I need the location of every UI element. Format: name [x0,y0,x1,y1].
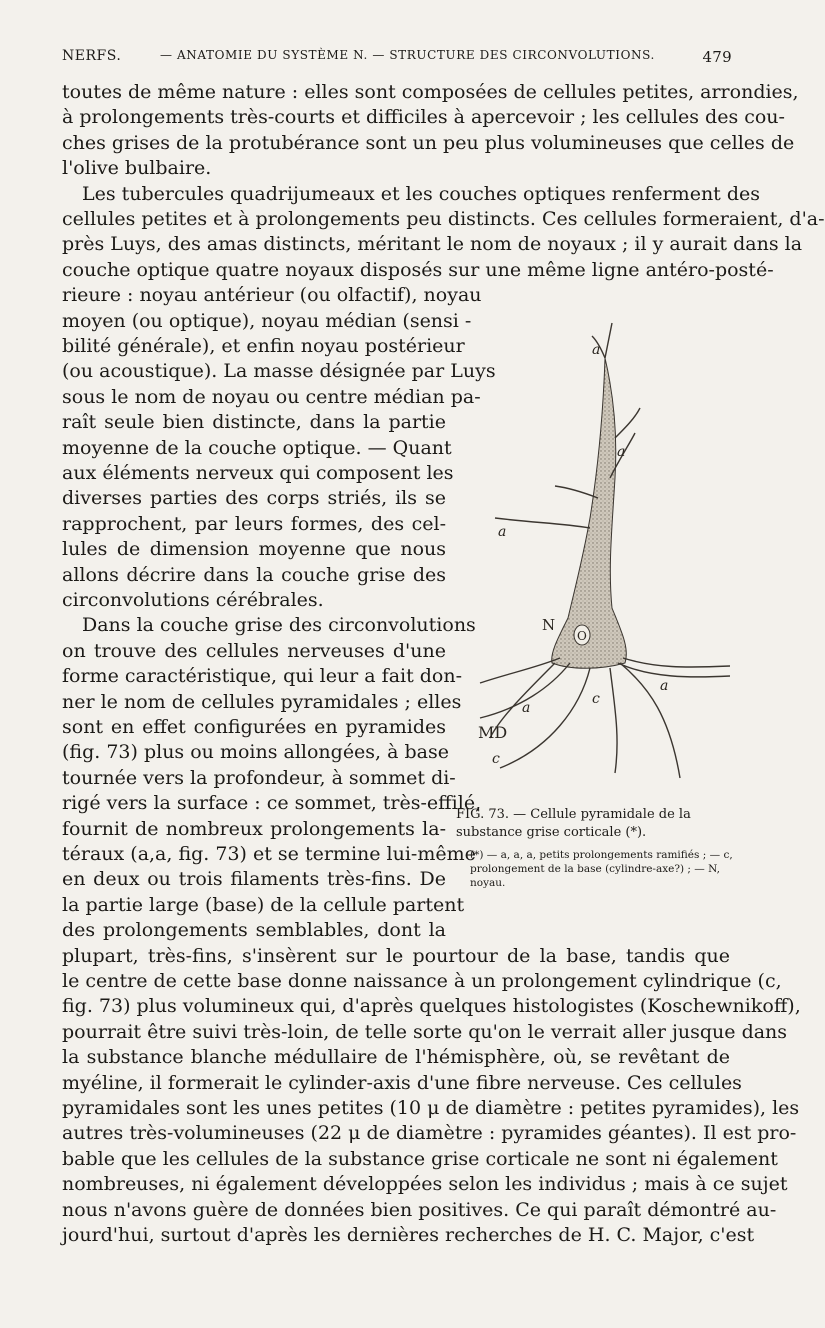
text-line: lules de dimension moyenne que nous [62,538,446,561]
text-line: bilité générale), et enfin noyau postérieur [62,335,465,357]
label-n: N [542,616,556,634]
text-line: des prolongements semblables, dont la [62,919,446,942]
text-line: à prolongements très-courts et difficiles à apercevoir ; les cellules des cou- [62,106,785,129]
text-line: allons décrire dans la couche grise des [62,563,446,586]
text-line: sont en effet configurées en pyramides [62,716,446,738]
text-line: rieure : noyau antérieur (ou olfactif), noyau [62,284,482,307]
text-line: circonvolutions cérébrales. [62,589,324,611]
text-line: toutes de même nature : elles sont composées de cellules petites, arrondies, [62,81,799,103]
text-line: forme caractéristique, qui leur a fait don- [62,665,463,688]
page-number: 479 [702,48,732,66]
text-line: raît seule bien distincte, dans la partie [62,411,446,434]
header-section: NERFS. [62,48,122,64]
label-md: MD [478,723,508,742]
text-line: près Luys, des amas distincts, méritant le nom de noyaux ; il y aurait dans la [62,233,803,256]
text-line: diverses parties des corps striés, ils se [62,487,446,510]
text-line: on trouve des cellules nerveuses d'une [62,639,446,662]
text-line: le centre de cette base donne naissance à un prolongement cylindrique (c, [62,970,782,992]
cell-body [552,358,627,668]
running-header [62,48,732,74]
label-o: O [577,629,587,643]
text-line: rigé vers la surface : ce sommet, très-effilé, [62,792,482,815]
text-line: cellules petites et à prolongements peu distincts. Ces cellules formeraient, d'a- [62,208,825,230]
label-a-lower-right: a [660,678,669,694]
text-line: nombreuses, ni également développées selon les individus ; mais à ce sujet [62,1173,788,1196]
text-line: fournit de nombreux prolongements la- [62,817,446,840]
text-line: l'olive bulbaire. [62,157,212,180]
header-title: — ANATOMIE DU SYSTÈME N. — STRUCTURE DES CIRCONVOLUTIONS. [160,48,655,62]
text-line: autres très-volumineuses (22 μ de diamètre : pyramides géantes). Il est pro- [62,1122,797,1145]
text-line: rapprochent, par leurs formes, des cel- [62,512,446,535]
pyramidal-cell-figure [440,318,770,818]
text-line: (fig. 73) plus ou moins allongées, à base [62,741,449,764]
text-line: moyenne de la couche optique. — Quant [62,436,452,459]
text-line: en deux ou trois filaments très-fins. De [62,868,446,891]
text-line: sous le nom de noyau ou centre médian pa- [62,385,481,408]
text-line: pyramidales sont les unes petites (10 μ de diamètre : petites pyramides), les [62,1097,800,1119]
label-a-right: a [617,444,626,460]
label-a-top: a [592,342,601,358]
text-line: nous n'avons guère de données bien positives. Ce qui paraît démontré au- [62,1198,777,1221]
text-line: myéline, il formerait le cylinder-axis d'une fibre nerveuse. Ces cellules [62,1071,742,1094]
text-line: la partie large (base) de la cellule partent [62,893,465,916]
text-line: fig. 73) plus volumineux qui, d'après quelques histologistes (Koschewnikoff), [62,995,801,1018]
text-line: Dans la couche grise des circonvolutions [82,614,476,637]
text-line: Les tubercules quadrijumeaux et les couches optiques renferment des [82,182,761,205]
text-line: ner le nom de cellules pyramidales ; elles [62,690,462,713]
figure-caption-note: (*) — a, a, a, petits prolongements ramifiés ; — c, prolongement de la base (cylindre-axe?) ; — N, noyau. [470,849,733,889]
label-c-right: c [592,691,600,707]
text-line: plupart, très-fins, s'insèrent sur le pourtour de la base, tandis que [62,944,730,967]
text-line: jourd'hui, surtout d'après les dernières recherches de H. C. Major, c'est [62,1224,755,1246]
text-line: bable que les cellules de la substance grise corticale ne sont ni également [62,1147,778,1170]
text-line: téraux (a,a, fig. 73) et se termine lui-même [62,843,476,865]
text-line: ches grises de la protubérance sont un peu plus volumineuses que celles de [62,131,795,154]
text-line: moyen (ou optique), noyau médian (sensi - [62,309,472,332]
text-line: (ou acoustique). La masse désignée par Luys [62,360,496,383]
label-a-lower-left: a [522,700,531,716]
text-line: pourrait être suivi très-loin, de telle sorte qu'on le verrait aller jusque dans [62,1020,788,1043]
text-line: aux éléments nerveux qui composent les [62,462,454,484]
text-line: tournée vers la profondeur, à sommet di- [62,766,456,789]
text-line: couche optique quatre noyaux disposés sur une même ligne antéro-posté- [62,258,774,281]
label-c-left: c [492,751,500,767]
label-a-left: a [498,524,507,540]
figure-caption: FIG. 73. — Cellule pyramidale de la substance grise corticale (*). [456,807,691,840]
text-line: la substance blanche médullaire de l'hémisphère, où, se revêtant de [62,1046,730,1069]
